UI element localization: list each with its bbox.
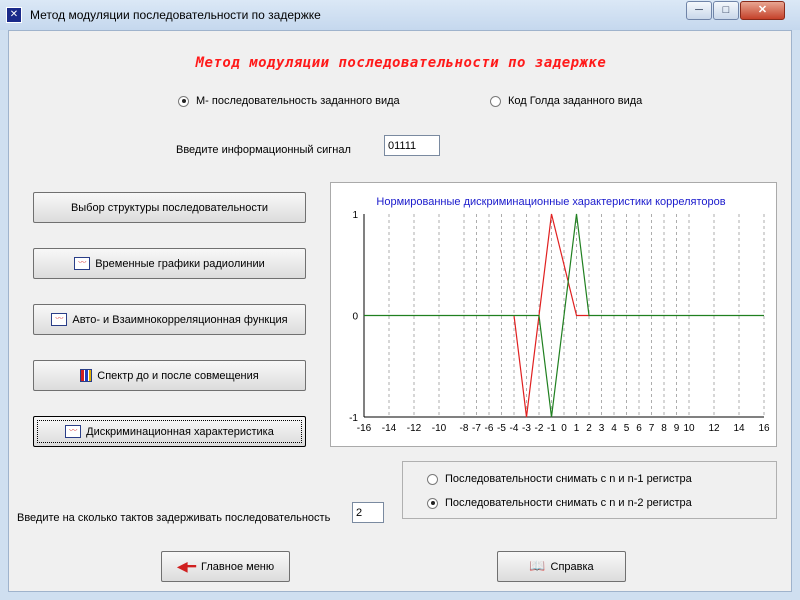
x-tick-label: 8 (661, 423, 667, 434)
discriminator-chart (331, 183, 776, 446)
window-title: Метод модуляции последовательности по задержке (30, 8, 321, 22)
book-icon: 📖 (529, 559, 546, 574)
close-button[interactable]: ✕ (740, 1, 785, 20)
correlation-button-label: Авто- и Взаимнокорреляционная функция (72, 313, 288, 326)
radio-register-n-1-label: Последовательности снимать с n и n-1 регистра (445, 473, 692, 485)
title-bar[interactable] (0, 0, 800, 30)
main-panel (8, 30, 792, 592)
radio-register-n-2-label: Последовательности снимать с n и n-2 регистра (445, 497, 692, 509)
discriminator-button[interactable] (33, 416, 306, 447)
info-signal-input[interactable] (384, 135, 440, 156)
radio-m-sequence-label: М- последовательность заданного вида (196, 95, 400, 107)
y-tick-label: -1 (349, 413, 358, 424)
minimize-button[interactable]: ─ (686, 1, 712, 20)
x-tick-label: 9 (673, 423, 680, 434)
x-tick-label: -6 (484, 423, 494, 434)
structure-button-label: Выбор структуры последовательности (70, 201, 269, 214)
x-tick-label: -2 (534, 423, 544, 434)
radio-selected-icon[interactable] (178, 96, 189, 107)
correlation-button[interactable] (33, 304, 306, 335)
app-icon[interactable]: ✕ (6, 7, 22, 23)
x-tick-label: 3 (598, 423, 605, 434)
radio-register-n-2[interactable] (427, 497, 692, 509)
x-tick-label: -5 (497, 423, 506, 434)
x-tick-label: -16 (356, 423, 372, 434)
x-tick-label: -10 (431, 423, 447, 434)
x-tick-label: -4 (509, 423, 519, 434)
radio-selected-icon[interactable] (427, 498, 438, 509)
delay-input[interactable] (352, 502, 384, 523)
chart-title: Нормированные дискриминационные характеристики корреляторов (376, 196, 726, 208)
x-tick-label: 14 (733, 423, 745, 434)
radio-gold-code-label: Код Голда заданного вида (508, 95, 643, 107)
chart-icon: 〰 (65, 425, 81, 438)
x-tick-label: -8 (459, 423, 469, 434)
spectrum-button-label: Спектр до и после совмещения (97, 369, 259, 382)
x-tick-label: -3 (522, 423, 531, 434)
spectrum-button[interactable] (33, 360, 306, 391)
structure-button[interactable] (33, 192, 306, 223)
x-tick-label: -14 (381, 423, 397, 434)
arrow-left-icon: ◀━ (176, 558, 197, 575)
y-tick-label: 0 (352, 311, 358, 323)
main-menu-button-label: Главное меню (201, 560, 275, 573)
x-tick-label: 4 (611, 423, 617, 434)
help-button[interactable] (497, 551, 626, 582)
discriminator-button-label: Дискриминационная характеристика (86, 425, 274, 438)
x-tick-label: 5 (623, 423, 630, 434)
radio-register-n-1[interactable] (427, 473, 692, 485)
x-tick-label: -12 (406, 423, 422, 434)
time-plots-button[interactable] (33, 248, 306, 279)
x-tick-label: -7 (472, 423, 481, 434)
x-tick-label: 6 (636, 423, 642, 434)
x-tick-label: 7 (648, 423, 655, 434)
x-tick-label: 16 (758, 423, 770, 434)
radio-unselected-icon[interactable] (427, 474, 438, 485)
radio-unselected-icon[interactable] (490, 96, 501, 107)
x-tick-label: 1 (573, 423, 580, 434)
chart-panel (330, 182, 777, 447)
radio-gold-code[interactable] (490, 95, 642, 107)
register-option-group (402, 461, 777, 519)
x-tick-label: 12 (708, 423, 720, 434)
radio-m-sequence[interactable] (178, 95, 400, 107)
main-menu-button[interactable] (161, 551, 290, 582)
x-tick-label: 0 (561, 423, 567, 434)
y-tick-label: 1 (352, 210, 358, 221)
bar-chart-icon (80, 369, 92, 382)
info-signal-label: Введите информационный сигнал (176, 144, 351, 156)
time-plots-button-label: Временные графики радиолинии (95, 257, 265, 270)
maximize-button[interactable]: □ (713, 1, 739, 20)
page-heading: Метод модуляции последовательности по задержке (195, 55, 607, 71)
chart-icon: 〰 (51, 313, 67, 326)
help-button-label: Справка (550, 560, 594, 573)
chart-icon: 〰 (74, 257, 90, 270)
delay-label: Введите на сколько тактов задерживать последовательность (17, 512, 331, 524)
x-tick-label: 10 (683, 423, 695, 434)
x-tick-label: -1 (547, 423, 556, 434)
x-tick-label: 2 (586, 423, 592, 434)
